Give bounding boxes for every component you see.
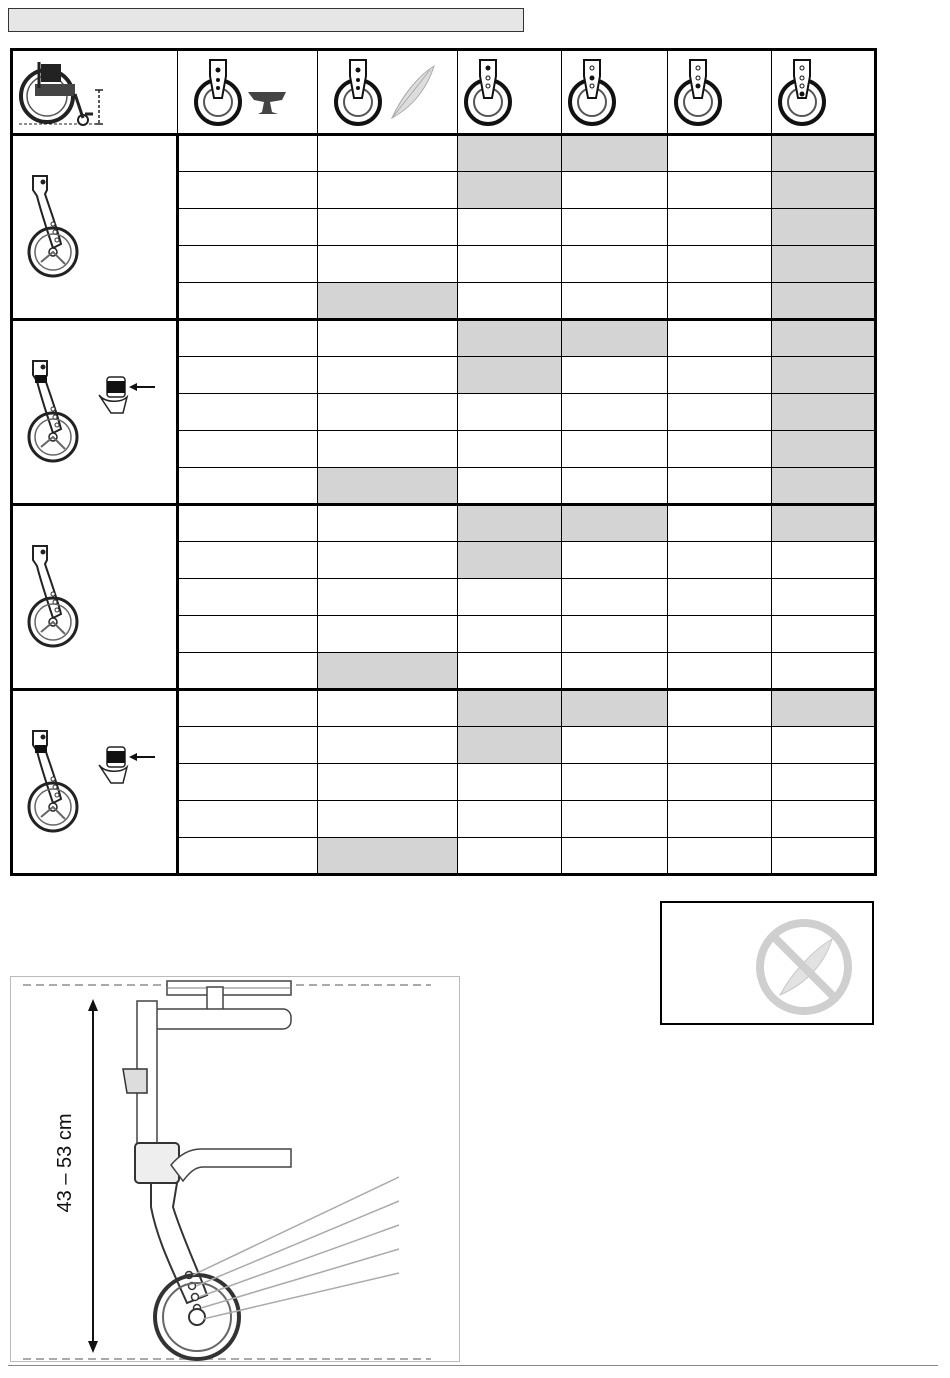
caster-fork-side-view: [11, 977, 460, 1362]
caster-position-1-icon: [458, 56, 518, 128]
table-cell: [318, 394, 458, 431]
table-cell: [562, 838, 668, 875]
table-cell: [562, 801, 668, 838]
table-cell: [668, 320, 772, 357]
caster-position-3-icon: [668, 56, 728, 128]
position-4-header: [772, 50, 876, 135]
table-cell: [178, 283, 318, 320]
seat-height-header: [12, 50, 178, 135]
table-cell: [562, 394, 668, 431]
table-cell: [562, 357, 668, 394]
table-cell: [668, 505, 772, 542]
table-cell: [458, 320, 562, 357]
table-cell: [772, 653, 876, 690]
table-row: [12, 135, 876, 172]
table-cell: [318, 542, 458, 579]
table-cell: [178, 431, 318, 468]
section-title-bar: [8, 8, 524, 32]
table-cell: [458, 431, 562, 468]
table-cell: [178, 135, 318, 172]
table-cell: [458, 579, 562, 616]
table-cell: [458, 653, 562, 690]
table-cell: [178, 579, 318, 616]
table-cell: [318, 764, 458, 801]
configuration-label-cell: [12, 135, 178, 320]
no-light-caster-icon: [662, 903, 872, 1023]
table-cell: [318, 579, 458, 616]
table-cell: [458, 246, 562, 283]
table-cell: [178, 394, 318, 431]
table-cell: [772, 727, 876, 764]
table-cell: [178, 653, 318, 690]
table-cell: [458, 838, 562, 875]
caster-light-feather-icon: [318, 56, 438, 128]
table-cell: [562, 616, 668, 653]
table-cell: [668, 690, 772, 727]
table-cell: [562, 246, 668, 283]
table-cell: [668, 764, 772, 801]
table-cell: [178, 505, 318, 542]
table-cell: [668, 357, 772, 394]
heavy-caster-header: [178, 50, 318, 135]
table-cell: [318, 505, 458, 542]
caster-position-4-icon: [772, 56, 832, 128]
configuration-label-cell: [12, 690, 178, 875]
table-cell: [458, 727, 562, 764]
table-cell: [178, 764, 318, 801]
table-cell: [668, 246, 772, 283]
table-cell: [562, 283, 668, 320]
table-cell: [668, 579, 772, 616]
table-cell: [458, 283, 562, 320]
table-cell: [772, 579, 876, 616]
table-cell: [668, 801, 772, 838]
table-cell: [178, 209, 318, 246]
table-cell: [668, 653, 772, 690]
table-cell: [318, 690, 458, 727]
table-cell: [562, 690, 668, 727]
position-2-header: [562, 50, 668, 135]
table-cell: [178, 727, 318, 764]
light-caster-header: [318, 50, 458, 135]
table-row: [12, 690, 876, 727]
table-cell: [668, 135, 772, 172]
table-cell: [668, 616, 772, 653]
table-cell: [562, 653, 668, 690]
caster-position-2-icon: [562, 56, 622, 128]
table-cell: [178, 246, 318, 283]
caster-configuration-table: [10, 48, 877, 876]
wheelchair-seat-height-icon: [13, 54, 113, 130]
table-cell: [772, 838, 876, 875]
table-cell: [458, 801, 562, 838]
table-cell: [772, 394, 876, 431]
table-cell: [458, 394, 562, 431]
table-cell: [772, 172, 876, 209]
seat-height-diagram: [10, 976, 460, 1362]
table-cell: [458, 468, 562, 505]
table-cell: [318, 357, 458, 394]
table-cell: [668, 431, 772, 468]
table-cell: [458, 209, 562, 246]
table-cell: [458, 616, 562, 653]
configuration-label-cell: [12, 505, 178, 690]
table-cell: [562, 209, 668, 246]
table-cell: [318, 431, 458, 468]
table-cell: [562, 542, 668, 579]
table-cell: [772, 320, 876, 357]
caster-fork-spacer-icon: [13, 357, 163, 467]
table-cell: [668, 283, 772, 320]
table-cell: [772, 135, 876, 172]
table-cell: [772, 246, 876, 283]
table-cell: [178, 616, 318, 653]
table-cell: [668, 209, 772, 246]
table-cell: [772, 690, 876, 727]
table-cell: [562, 431, 668, 468]
table-cell: [318, 246, 458, 283]
table-cell: [772, 357, 876, 394]
table-cell: [458, 172, 562, 209]
table-cell: [772, 505, 876, 542]
table-cell: [178, 357, 318, 394]
table-cell: [318, 468, 458, 505]
table-cell: [668, 394, 772, 431]
table-cell: [318, 838, 458, 875]
table-cell: [562, 579, 668, 616]
table-cell: [772, 542, 876, 579]
table-cell: [668, 542, 772, 579]
table-cell: [668, 727, 772, 764]
table-cell: [772, 209, 876, 246]
table-cell: [562, 135, 668, 172]
table-cell: [668, 838, 772, 875]
table-cell: [772, 801, 876, 838]
table-cell: [562, 764, 668, 801]
table-cell: [458, 505, 562, 542]
table-cell: [178, 320, 318, 357]
table-cell: [318, 320, 458, 357]
table-cell: [318, 283, 458, 320]
table-cell: [318, 801, 458, 838]
table-cell: [772, 431, 876, 468]
table-cell: [562, 505, 668, 542]
table-row: [12, 505, 876, 542]
caster-heavy-anvil-icon: [178, 56, 298, 128]
table-cell: [772, 616, 876, 653]
table-cell: [562, 172, 668, 209]
position-3-header: [668, 50, 772, 135]
caster-fork-icon: [13, 172, 163, 282]
table-cell: [318, 135, 458, 172]
table-cell: [318, 727, 458, 764]
caster-fork-icon: [13, 542, 163, 652]
seat-height-range-label: 43 – 53 cm: [54, 1113, 76, 1213]
table-header-row: [12, 50, 876, 135]
table-cell: [318, 653, 458, 690]
footer-rule: [8, 1365, 938, 1366]
table-cell: [772, 283, 876, 320]
configuration-label-cell: [12, 320, 178, 505]
table-cell: [458, 357, 562, 394]
table-cell: [458, 690, 562, 727]
table-cell: [562, 468, 668, 505]
table-cell: [668, 172, 772, 209]
table-cell: [458, 542, 562, 579]
table-cell: [178, 542, 318, 579]
note-box: [660, 901, 874, 1025]
table-cell: [178, 468, 318, 505]
table-cell: [318, 616, 458, 653]
table-cell: [178, 172, 318, 209]
table-cell: [562, 727, 668, 764]
table-cell: [562, 320, 668, 357]
table-cell: [318, 172, 458, 209]
table-row: [12, 320, 876, 357]
position-1-header: [458, 50, 562, 135]
table-cell: [772, 764, 876, 801]
table-cell: [318, 209, 458, 246]
caster-fork-spacer-icon: [13, 727, 163, 837]
table-cell: [668, 468, 772, 505]
table-cell: [772, 468, 876, 505]
table-cell: [178, 838, 318, 875]
table-cell: [178, 690, 318, 727]
table-cell: [458, 764, 562, 801]
table-cell: [458, 135, 562, 172]
table-cell: [178, 801, 318, 838]
